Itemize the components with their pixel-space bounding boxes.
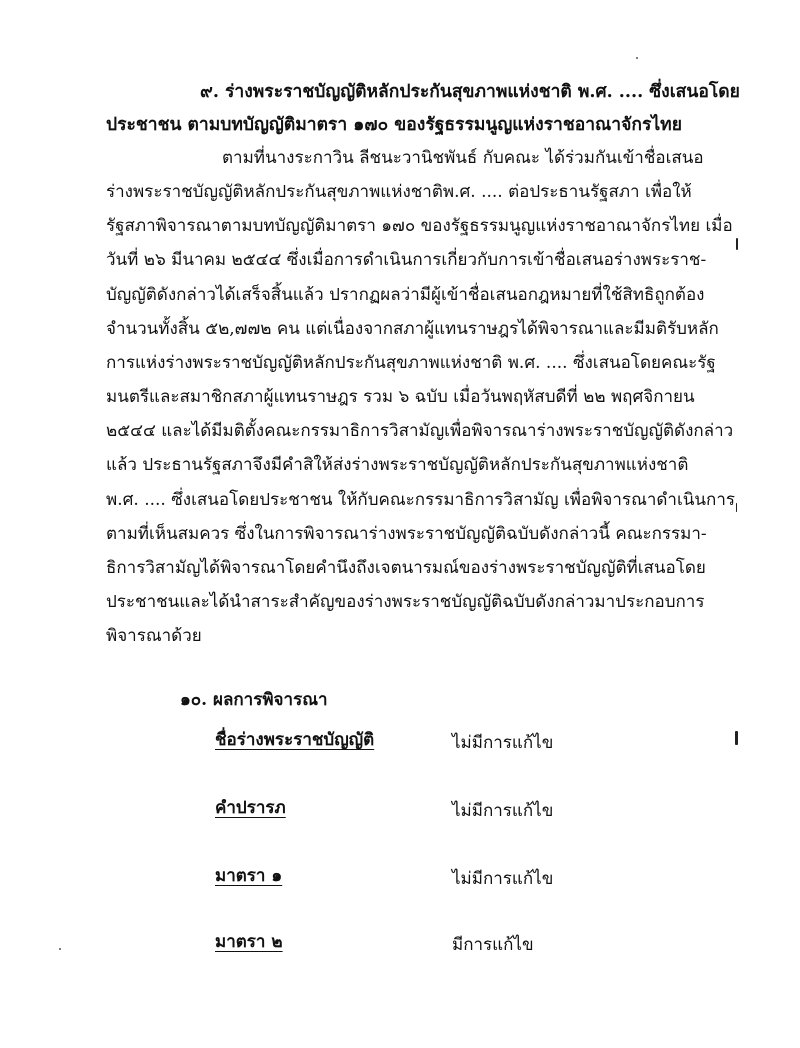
scan-mark [736,503,737,512]
section-9-body-line: ธิการวิสามัญได้พิจารณาโดยคำนึงถึงเจตนารมณ์ของร่างพระราชบัญญัติที่เสนอโดย [106,558,706,578]
item-result-preamble: ไม่มีการแก้ไข [452,801,554,821]
section-9-body-line: ร่างพระราชบัญญัติหลักประกันสุขภาพแห่งชาติพ.ศ. .... ต่อประธานรัฐสภา เพื่อให้ [106,182,692,202]
section-9-body-line: แล้ว ประธานรัฐสภาจึงมีคำสิให้ส่งร่างพระราชบัญญัติหลักประกันสุขภาพแห่งชาติ [106,455,689,475]
item-label-section-2: มาตรา ๒ [215,932,283,952]
section-9-body-line: ๒๕๔๔ และได้มีมติตั้งคณะกรรมาธิการวิสามัญเพื่อพิจารณาร่างพระราชบัญญัติดังกล่าว [106,421,734,441]
section-9-body-line: ตามที่นางระกาวิน ลีชนะวานิชพันธ์ กับคณะ ได้ร่วมกันเข้าชื่อเสนอ [222,148,704,168]
section-9-body-line: บัญญัติดังกล่าวได้เสร็จสิ้นแล้ว ปรากฏผลว่ามีผู้เข้าชื่อเสนอกฎหมายที่ใช้สิทธิถูกต้อง [106,285,705,305]
section-9-heading-line-2: ประชาชน ตามบทบัญญัติมาตรา ๑๗๐ ของรัฐธรรมนูญแห่งราชอาณาจักรไทย [106,115,682,135]
section-9-body-line: จำนวนทั้งสิ้น ๕๒,๗๗๒ คน แต่เนื่องจากสภาผู้แทนราษฎรได้พิจารณาและมีมติรับหลัก [106,319,719,339]
section-9-body-line: รัฐสภาพิจารณาตามบทบัญญัติมาตรา ๑๗๐ ของรัฐธรรมนูญแห่งราชอาณาจักรไทย เมื่อ [106,216,733,236]
scan-speck [59,948,61,950]
item-result-section-1: ไม่มีการแก้ไข [452,869,554,889]
scan-speck [636,57,638,59]
section-9-body-line: พ.ศ. .... ซึ่งเสนอโดยประชาชน ให้กับคณะกรรมาธิการวิสามัญ เพื่อพิจารณาดำเนินการ [106,490,735,510]
section-9-body-line: ตามที่เห็นสมควร ซึ่งในการพิจารณาร่างพระราชบัญญัติฉบับดังกล่าวนี้ คณะกรรมา- [106,524,707,544]
section-9-heading-line-1: ๙. ร่างพระราชบัญญัติหลักประกันสุขภาพแห่งชาติ พ.ศ. .... ซึ่งเสนอโดย [200,82,740,102]
item-result-section-2: มีการแก้ไข [452,935,534,955]
section-9-body-line: การแห่งร่างพระราชบัญญัติหลักประกันสุขภาพแห่งชาติ พ.ศ. .... ซึ่งเสนอโดยคณะรัฐ [106,353,716,373]
section-9-body-line: ประชาชนและได้นำสาระสำคัญของร่างพระราชบัญญัติฉบับดังกล่าวมาประกอบการ [106,592,705,612]
item-result-bill-title: ไม่มีการแก้ไข [452,733,554,753]
section-9-body-line: มนตรีและสมาชิกสภาผู้แทนราษฎร รวม ๖ ฉบับ เมื่อวันพฤหัสบดีที่ ๒๒ พฤศจิกายน [106,387,695,407]
scan-mark [736,238,738,250]
item-label-section-1: มาตรา ๑ [215,866,283,886]
item-label-preamble: คำปรารภ [215,798,286,818]
scan-mark [735,731,738,745]
section-9-body-line: วันที่ ๒๖ มีนาคม ๒๕๔๔ ซึ่งเมื่อการดำเนินการเกี่ยวกับการเข้าชื่อเสนอร่างพระราช- [106,250,707,270]
item-label-bill-title: ชื่อร่างพระราชบัญญัติ [215,730,375,750]
section-9-body-line: พิจารณาด้วย [106,626,202,646]
section-10-heading: ๑๐. ผลการพิจารณา [180,690,328,710]
